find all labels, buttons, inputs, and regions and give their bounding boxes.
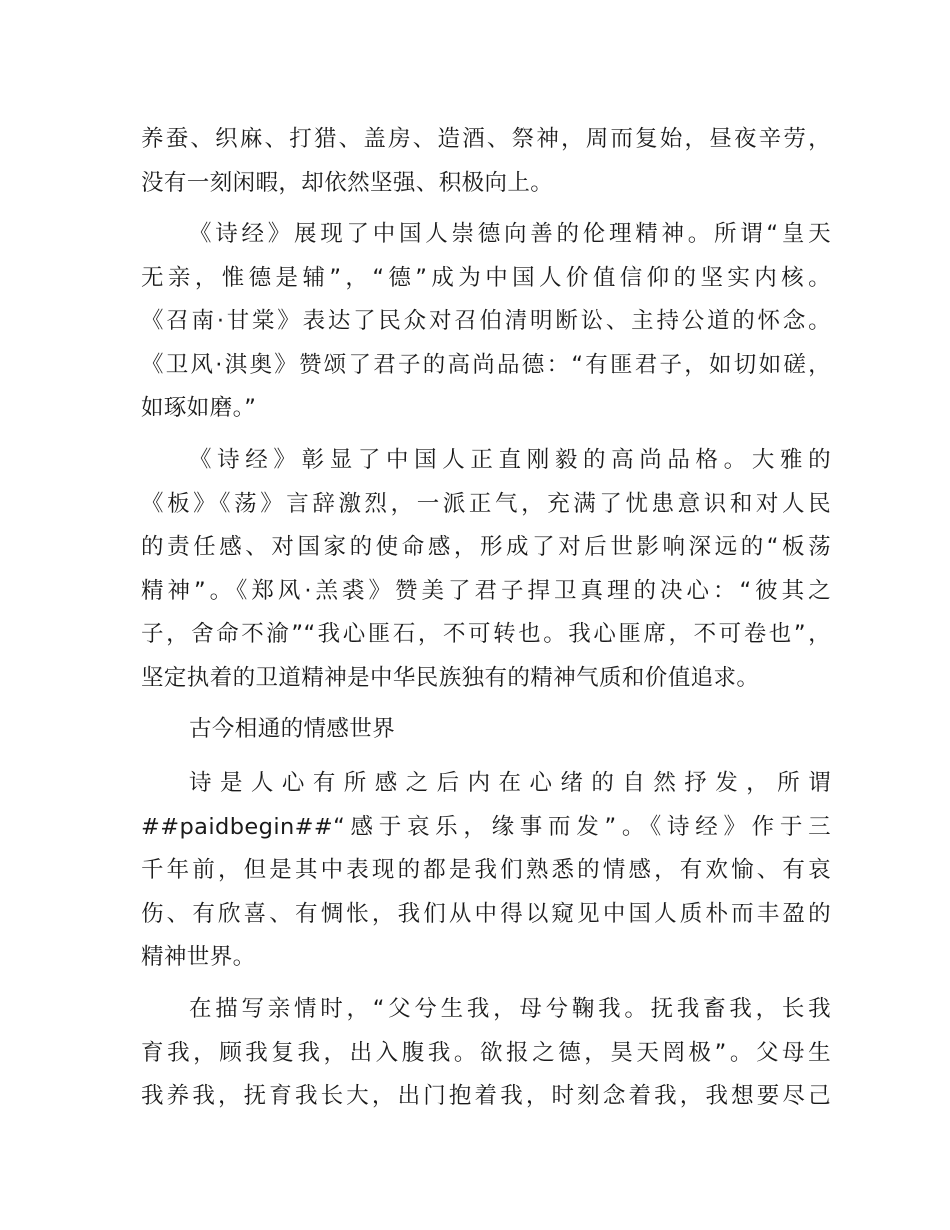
text-line: 千年前，但是其中表现的都是我们熟悉的情感，有欢愉、有哀	[141, 857, 831, 883]
text-line: 伤、有欣喜、有惆怅，我们从中得以窥见中国人质朴而丰盈的	[141, 900, 831, 927]
text-line: 我养我，抚育我长大，出门抱着我，时刻念着我，我想要尽己	[141, 1083, 831, 1109]
text-line: 如琢如磨。”	[141, 395, 257, 421]
text-line: 《诗经》展现了中国人崇德向善的伦理精神。所谓“皇天	[189, 221, 831, 247]
text-line: 养蚕、织麻、打猎、盖房、造酒、祭神，周而复始，昼夜辛劳，	[141, 126, 831, 152]
text-line: 精神世界。	[141, 944, 256, 970]
text-line: 精神”。《郑风·羔裘》赞美了君子捍卫真理的决心：“彼其之	[141, 577, 831, 604]
text-line: 诗是人心有所感之后内在心绪的自然抒发，所谓	[189, 770, 831, 796]
text-line: 在描写亲情时，“父兮生我，母兮鞠我。抚我畜我，长我	[189, 996, 831, 1022]
text-line: 《板》《荡》言辞激烈，一派正气，充满了忧患意识和对人民	[141, 490, 831, 517]
text-line: 《诗经》彰显了中国人正直刚毅的高尚品格。大雅的	[189, 447, 831, 473]
text-line: 《卫风·淇奥》赞颂了君子的高尚品德：“有匪君子，如切如磋，	[141, 351, 831, 378]
paragraph-1	[141, 118, 831, 205]
text-line: 没有一刻闲暇，却依然坚强、积极向上。	[141, 169, 554, 196]
text-line: 坚定执着的卫道精神是中华民族独有的精神气质和价值追求。	[141, 664, 760, 691]
text-line: 育我，顾我复我，出入腹我。欲报之德，昊天罔极”。父母生	[141, 1039, 831, 1066]
paragraph-3	[141, 439, 831, 700]
text-line: 子，舍命不渝”“我心匪石，不可转也。我心匪席，不可卷也”，	[141, 621, 831, 647]
paragraph-5	[141, 762, 831, 980]
paragraph-6	[141, 988, 831, 1119]
text-line: 无亲，惟德是辅”，“德”成为中国人价值信仰的坚实内核。	[141, 264, 831, 291]
paragraph-2	[141, 213, 831, 431]
heading-text: 古今相通的情感世界	[189, 716, 396, 742]
text-line: 的责任感、对国家的使命感，形成了对后世影响深远的“板荡	[141, 534, 831, 560]
text-line: 《召南·甘棠》表达了民众对召伯清明断讼、主持公道的怀念。	[141, 308, 831, 334]
text-line: ##paidbegin##“感于哀乐，缘事而发”。《诗经》作于三	[141, 813, 831, 840]
section-heading	[141, 708, 831, 752]
